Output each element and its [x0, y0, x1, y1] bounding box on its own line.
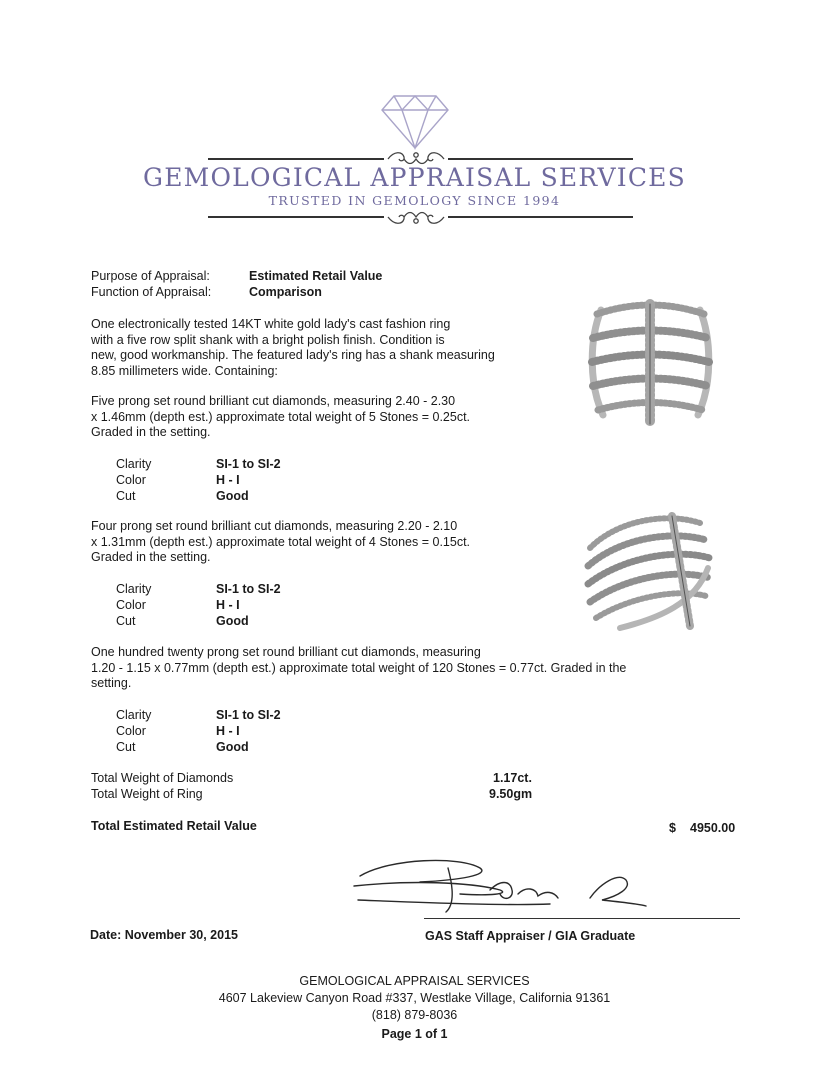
clarity-label: Clarity — [116, 457, 152, 471]
stone-group-2-description — [91, 519, 470, 566]
total-retail-value-label: Total Estimated Retail Value — [91, 819, 257, 833]
stone-group-1-grade-labels — [116, 456, 151, 504]
footer-address: 4607 Lakeview Canyon Road #337, Westlake Village, California 91361 — [218, 991, 611, 1005]
clarity-value: SI-1 to SI-2 — [216, 708, 281, 722]
footer-phone: (818) 879-8036 — [371, 1008, 458, 1022]
function-value: Comparison — [249, 285, 322, 299]
description-line: new, good workmanship. The featured lady's ring has a shank measuring — [91, 348, 495, 362]
stone-group-3-description — [91, 645, 626, 692]
ring-front-photo — [583, 290, 718, 430]
description-line: with a five row split shank with a bright polish finish. Condition is — [91, 332, 445, 347]
ring-description — [91, 317, 495, 379]
total-ring-weight-label: Total Weight of Ring — [91, 787, 203, 801]
stone-group-3-grade-values — [216, 707, 281, 755]
stone-group-3-grade-labels — [116, 707, 151, 755]
cut-label: Cut — [116, 489, 136, 503]
clarity-value: SI-1 to SI-2 — [216, 582, 281, 596]
color-label: Color — [116, 473, 146, 487]
stone-line: x 1.31mm (depth est.) approximate total weight of 4 Stones = 0.15ct. — [91, 534, 471, 549]
description-line: 8.85 millimeters wide. Containing: — [91, 363, 278, 378]
stone-line: Graded in the setting. — [91, 550, 211, 564]
cut-value: Good — [216, 740, 249, 754]
clarity-label: Clarity — [116, 582, 152, 596]
purpose-value: Estimated Retail Value — [249, 269, 383, 283]
function-label: Function of Appraisal: — [91, 285, 212, 299]
stone-line: 1.20 - 1.15 x 0.77mm (depth est.) approximate total weight of 120 Stones = 0.77ct. Graded in the — [91, 660, 627, 675]
company-tagline: TRUSTED IN GEMOLOGY SINCE 1994 — [268, 193, 561, 208]
appraiser-signature — [350, 850, 650, 920]
stone-group-1-grade-values — [216, 456, 281, 504]
scroll-ornament-bottom — [384, 207, 448, 227]
stone-line: Graded in the setting. — [91, 425, 211, 439]
clarity-value: SI-1 to SI-2 — [216, 457, 281, 471]
stone-line: setting. — [91, 676, 132, 690]
footer-company: GEMOLOGICAL APPRAISAL SERVICES — [299, 974, 530, 988]
signature-line — [424, 918, 740, 919]
stone-line: x 1.46mm (depth est.) approximate total weight of 5 Stones = 0.25ct. — [91, 409, 471, 424]
color-value: H - I — [216, 473, 240, 487]
page-number: Page 1 of 1 — [381, 1027, 448, 1041]
stone-group-2-grade-values — [216, 581, 281, 629]
stone-group-2-grade-labels — [116, 581, 151, 629]
ring-side-photo — [580, 508, 720, 638]
total-ring-weight-value: 9.50gm — [489, 787, 533, 801]
cut-value: Good — [216, 489, 249, 503]
purpose-label: Purpose of Appraisal: — [91, 269, 210, 283]
total-retail-value: 4950.00 — [690, 821, 736, 835]
currency-symbol: $ — [669, 821, 676, 835]
total-diamond-weight-value: 1.17ct. — [493, 771, 532, 785]
cut-label: Cut — [116, 740, 136, 754]
diamond-logo-icon — [380, 94, 450, 150]
stone-line: One hundred twenty prong set round brilliant cut diamonds, measuring — [91, 645, 481, 659]
company-name: GEMOLOGICAL APPRAISAL SERVICES — [143, 163, 686, 192]
color-value: H - I — [216, 724, 240, 738]
appraisal-date: Date: November 30, 2015 — [90, 928, 238, 942]
clarity-label: Clarity — [116, 708, 152, 722]
total-diamond-weight-label: Total Weight of Diamonds — [91, 771, 234, 785]
cut-label: Cut — [116, 614, 136, 628]
stone-line: Four prong set round brilliant cut diamonds, measuring 2.20 - 2.10 — [91, 519, 458, 533]
description-line: One electronically tested 14KT white gold lady's cast fashion ring — [91, 317, 451, 331]
color-label: Color — [116, 724, 146, 738]
appraiser-title: GAS Staff Appraiser / GIA Graduate — [425, 929, 636, 943]
stone-group-1-description — [91, 394, 470, 441]
cut-value: Good — [216, 614, 249, 628]
color-label: Color — [116, 598, 146, 612]
stone-line: Five prong set round brilliant cut diamonds, measuring 2.40 - 2.30 — [91, 394, 456, 408]
color-value: H - I — [216, 598, 240, 612]
footer — [0, 973, 829, 1043]
